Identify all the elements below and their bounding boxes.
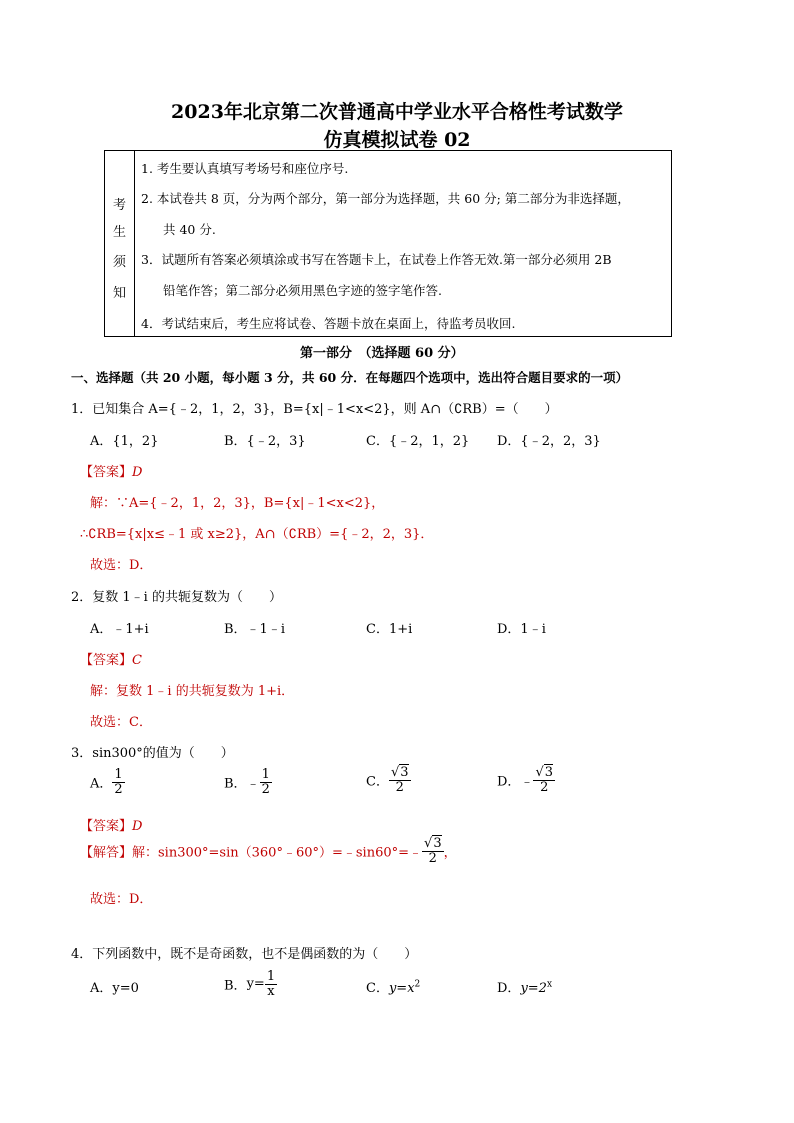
part-one-heading: 第一部分 （选择题 60 分） xyxy=(300,346,464,361)
q1-solution-line1: 解：∵A={﹣2，1，2，3}，B={x|﹣1<x<2}， xyxy=(90,496,385,511)
answer-value: C xyxy=(132,653,142,668)
q3-choose: 故选：D． xyxy=(90,892,153,907)
q3-option-b xyxy=(224,768,272,796)
section-heading: 一、选择题（共 20 小题，每小题 3 分，共 60 分．在每题四个选项中，选出符合题目要求的一项） xyxy=(71,370,629,385)
question-4-stem: 4．下列函数中，既不是奇函数，也不是偶函数的为（ ） xyxy=(71,947,418,962)
question-3-stem: 3．sin300°的值为（ ） xyxy=(71,746,234,761)
radicand: 3 xyxy=(400,765,409,780)
sqrt-sign: √3 xyxy=(535,765,554,780)
q2-option-a: A．﹣1+i xyxy=(90,622,149,637)
q2-option-b: B．﹣1﹣i xyxy=(224,622,285,637)
side-char: 须 xyxy=(112,255,126,270)
q4-option-a: A．y=0 xyxy=(90,981,139,996)
option-label: A． xyxy=(90,776,113,792)
q3-option-c xyxy=(366,766,411,794)
q2-choose: 故选：C． xyxy=(90,715,152,730)
instruction-line: 铅笔作答；第二部分必须用黑色字迹的签字笔作答. xyxy=(163,283,442,298)
fraction xyxy=(389,766,411,794)
q1-solution-line2: ∴∁RB={x|x≤﹣1 或 x≥2}，A∩（∁RB）={﹣2，2，3}． xyxy=(80,527,434,542)
minus-sign: ﹣ xyxy=(520,774,534,790)
q1-option-b: B．{﹣2，3} xyxy=(224,434,306,449)
option-label: B． xyxy=(224,776,247,792)
function-base: y=2 xyxy=(520,981,547,996)
question-2-stem: 2．复数 1﹣i 的共轭复数为（ ） xyxy=(71,590,282,605)
solution-tail: ， xyxy=(443,845,457,861)
side-char: 知 xyxy=(112,286,126,301)
side-char: 生 xyxy=(112,225,126,240)
instruction-line: 共 40 分. xyxy=(163,222,216,237)
q1-choose: 故选：D． xyxy=(90,558,153,573)
option-label: C． xyxy=(366,981,389,996)
numerator xyxy=(422,837,444,852)
q2-option-c: C．1+i xyxy=(366,622,413,637)
numerator: 1 xyxy=(266,969,276,984)
q4-option-c xyxy=(366,977,420,996)
fraction xyxy=(265,970,277,998)
q3-answer xyxy=(80,815,142,834)
numerator: 1 xyxy=(261,767,270,782)
q4-option-d xyxy=(497,977,552,996)
numerator: 1 xyxy=(114,767,123,782)
q1-answer xyxy=(80,461,142,480)
q4-option-b xyxy=(224,970,277,998)
answer-label: 【答案】 xyxy=(80,653,133,668)
option-label: C． xyxy=(366,774,389,790)
q1-option-a: A．{1，2} xyxy=(90,434,159,449)
document-title-line1: 2023年北京第二次普通高中学业水平合格性考试数学 xyxy=(171,101,623,123)
q1-option-d: D．{﹣2，2，3} xyxy=(497,434,601,449)
q1-option-c: C．{﹣2，1，2} xyxy=(366,434,470,449)
instruction-line: 1. 考生要认真填写考场号和座位序号. xyxy=(141,161,349,176)
instructions-side-label xyxy=(105,151,135,336)
denominator: 2 xyxy=(395,779,404,795)
fraction xyxy=(533,766,555,794)
denominator: 2 xyxy=(428,850,437,866)
fraction xyxy=(422,837,444,865)
instruction-line: 3．试题所有答案必须填涂或书写在答题卡上，在试卷上作答无效.第一部分必须用 2B xyxy=(141,252,612,267)
instruction-line: 2. 本试卷共 8 页，分为两个部分，第一部分为选择题，共 60 分; 第二部分为非选择题， xyxy=(141,191,630,206)
answer-label: 【答案】 xyxy=(80,819,133,834)
instruction-line: 4．考试结束后，考生应将试卷、答题卡放在桌面上，待监考员收回. xyxy=(141,316,516,331)
numerator xyxy=(389,766,411,781)
denominator: 2 xyxy=(540,779,549,795)
fraction xyxy=(260,768,272,796)
function-base: y=x xyxy=(388,981,415,996)
side-char: 考 xyxy=(112,198,126,213)
denominator: 2 xyxy=(261,781,270,797)
minus-sign: ﹣ xyxy=(246,776,260,792)
denominator: x xyxy=(267,983,275,999)
q3-option-a xyxy=(90,768,125,796)
answer-value: D xyxy=(132,819,143,834)
option-label: D． xyxy=(497,981,521,996)
sqrt-sign: √3 xyxy=(390,765,409,780)
q3-solution xyxy=(80,837,457,865)
question-1-stem: 1．已知集合 A={﹣2，1，2，3}，B={x|﹣1<x<2}，则 A∩（∁RB）=（ ） xyxy=(71,402,558,417)
exam-instructions-box xyxy=(104,150,672,337)
denominator: 2 xyxy=(114,781,123,797)
exponent: 2 xyxy=(414,979,421,990)
answer-label: 【答案】 xyxy=(80,465,133,480)
fraction xyxy=(112,768,124,796)
function-lhs: y= xyxy=(246,976,265,992)
document-title-line2: 仿真模拟试卷 02 xyxy=(323,129,471,151)
q2-answer xyxy=(80,649,142,668)
exponent: x xyxy=(546,979,553,990)
solution-text: 解：sin300°=sin（360°﹣60°）=﹣sin60°=﹣ xyxy=(132,845,423,861)
radicand: 3 xyxy=(544,765,554,780)
q2-solution: 解：复数 1﹣i 的共轭复数为 1+i． xyxy=(90,684,295,699)
solution-label: 【解答】 xyxy=(80,845,133,861)
option-label: B． xyxy=(224,978,247,994)
numerator xyxy=(533,766,555,781)
q3-option-d xyxy=(497,766,555,794)
sqrt-sign: √3 xyxy=(424,836,442,851)
option-label: D． xyxy=(497,774,521,790)
q2-option-d: D．1﹣i xyxy=(497,622,546,637)
radicand: 3 xyxy=(433,836,442,851)
answer-value: D xyxy=(132,465,143,480)
